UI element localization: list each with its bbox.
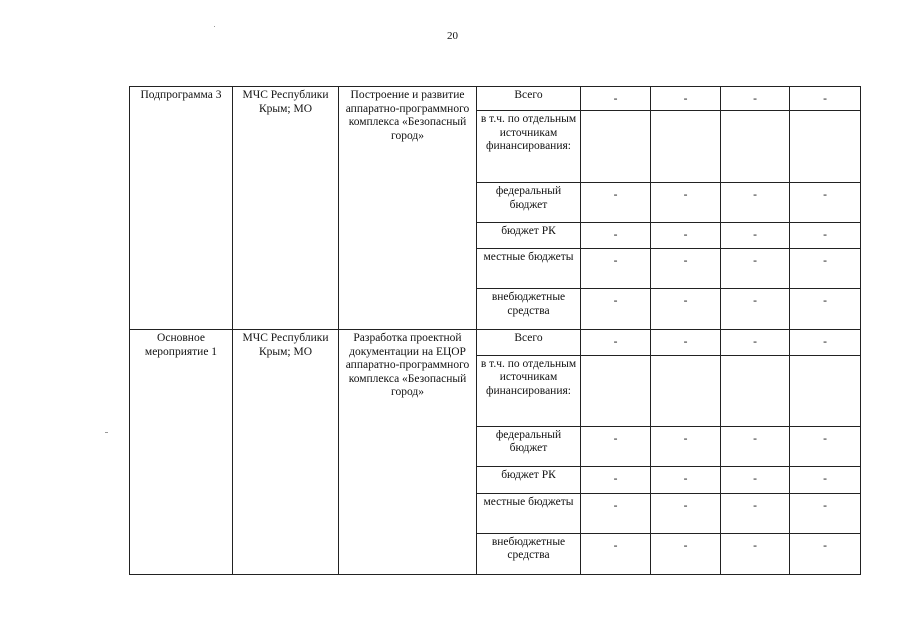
value-cell — [581, 355, 651, 426]
source-cell: местные бюджеты — [477, 493, 581, 533]
value-cell: - — [790, 330, 861, 355]
value-cell: - — [721, 493, 790, 533]
value-cell: - — [651, 249, 721, 289]
value-cell: - — [581, 183, 651, 223]
value-cell: - — [721, 289, 790, 330]
source-cell: внебюджетные средства — [477, 533, 581, 574]
value-cell: - — [581, 533, 651, 574]
value-cell: - — [721, 223, 790, 249]
table-row — [130, 87, 861, 111]
value-cell: - — [721, 533, 790, 574]
scan-artifact — [214, 26, 215, 27]
table-row — [130, 330, 861, 355]
value-cell: - — [721, 426, 790, 466]
value-cell: - — [581, 87, 651, 111]
value-cell: - — [721, 466, 790, 493]
value-cell: - — [721, 249, 790, 289]
value-cell: - — [790, 426, 861, 466]
value-cell: - — [581, 466, 651, 493]
value-cell: - — [581, 426, 651, 466]
source-cell: бюджет РК — [477, 466, 581, 493]
source-cell: внебюджетные средства — [477, 289, 581, 330]
value-cell: - — [651, 223, 721, 249]
value-cell — [790, 355, 861, 426]
value-cell: - — [581, 223, 651, 249]
source-cell: в т.ч. по отдельным источникам финансирования: — [477, 111, 581, 183]
value-cell: - — [790, 493, 861, 533]
value-cell: - — [721, 330, 790, 355]
value-cell: - — [790, 249, 861, 289]
source-cell: бюджет РК — [477, 223, 581, 249]
value-cell: - — [651, 87, 721, 111]
value-cell: - — [790, 289, 861, 330]
value-cell: - — [790, 223, 861, 249]
page-number: 20 — [447, 30, 458, 42]
program-name-cell: Основное мероприятие 1 — [130, 330, 233, 575]
value-cell: - — [651, 330, 721, 355]
executor-cell: МЧС Республики Крым; МО — [233, 87, 339, 330]
value-cell: - — [581, 330, 651, 355]
source-cell: Всего — [477, 330, 581, 355]
value-cell: - — [651, 466, 721, 493]
value-cell — [581, 111, 651, 183]
value-cell: - — [651, 426, 721, 466]
value-cell — [651, 111, 721, 183]
description-cell: Построение и развитие аппаратно-программного комплекса «Безопасный город» — [339, 87, 477, 330]
source-cell: федеральный бюджет — [477, 183, 581, 223]
value-cell: - — [651, 533, 721, 574]
value-cell: - — [790, 87, 861, 111]
value-cell — [721, 111, 790, 183]
executor-cell: МЧС Республики Крым; МО — [233, 330, 339, 575]
value-cell: - — [651, 493, 721, 533]
source-cell: местные бюджеты — [477, 249, 581, 289]
source-cell: Всего — [477, 87, 581, 111]
financing-table — [129, 86, 861, 575]
value-cell: - — [581, 249, 651, 289]
value-cell — [651, 355, 721, 426]
value-cell: - — [651, 289, 721, 330]
value-cell: - — [721, 87, 790, 111]
value-cell — [721, 355, 790, 426]
value-cell: - — [721, 183, 790, 223]
source-cell: федеральный бюджет — [477, 426, 581, 466]
value-cell — [790, 111, 861, 183]
value-cell: - — [581, 289, 651, 330]
description-cell: Разработка проектной документации на ЕЦОР аппаратно-программного комплекса «Безопасный город» — [339, 330, 477, 575]
scan-artifact — [105, 432, 108, 433]
value-cell: - — [581, 493, 651, 533]
value-cell: - — [651, 183, 721, 223]
program-name-cell: Подпрограмма 3 — [130, 87, 233, 330]
value-cell: - — [790, 466, 861, 493]
value-cell: - — [790, 183, 861, 223]
value-cell: - — [790, 533, 861, 574]
source-cell: в т.ч. по отдельным источникам финансирования: — [477, 355, 581, 426]
